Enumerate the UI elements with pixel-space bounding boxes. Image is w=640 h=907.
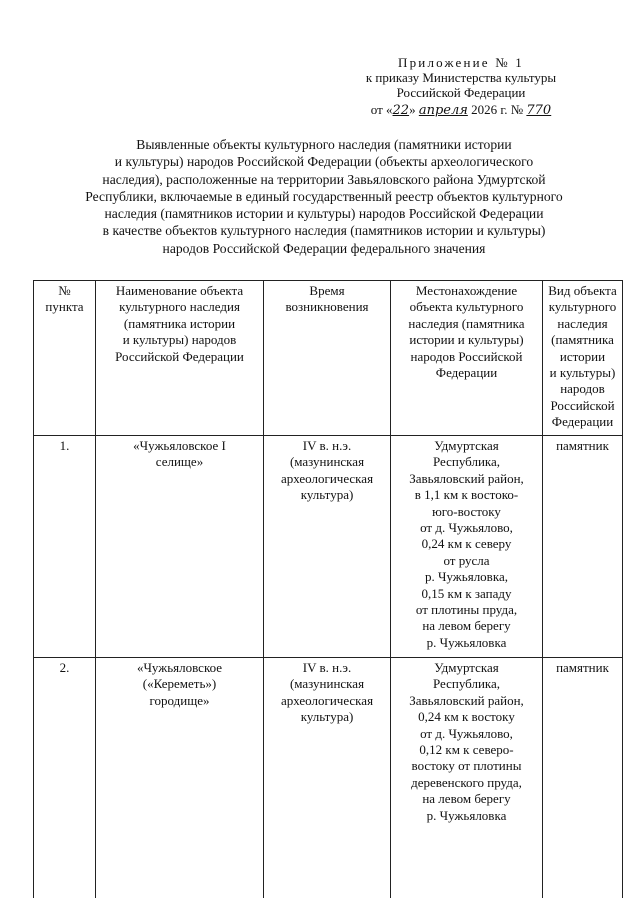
appendix-date-line: [356, 102, 566, 118]
header-line: истории: [559, 348, 606, 364]
title-line: народов Российской Федерации федерального значения: [162, 240, 486, 256]
header-time: [264, 281, 391, 436]
cell-number: [34, 436, 96, 658]
header-line: Вид объекта: [548, 283, 617, 298]
title-line: Выявленные объекты культурного наследия (памятники истории: [136, 137, 512, 152]
header-line: пункта: [45, 299, 84, 315]
cell-line: Удмуртская: [434, 660, 499, 675]
header-line: наследия: [557, 315, 608, 331]
table-header-row: [34, 281, 623, 436]
cell-line: «Чужьяловское: [136, 660, 223, 675]
cell-line: 0,24 км к востоку: [418, 709, 515, 725]
appendix-title: Приложение № 1: [398, 55, 524, 70]
cell-line: культура): [300, 709, 354, 725]
cell-time: [264, 436, 391, 658]
header-line: Федерации: [551, 414, 614, 430]
cell-line: р. Чужьяловка: [426, 807, 507, 823]
title-line: наследия (памятников истории и культуры) народов Российской Федерации: [104, 206, 544, 222]
header-type: [543, 281, 623, 436]
header-line: (памятника истории: [123, 315, 236, 331]
cell-line: 0,24 км к северу: [421, 536, 512, 552]
cell-line: востоку от плотины: [411, 758, 522, 774]
cell-line: IV в. н.э.: [302, 438, 352, 453]
header-line: возникновения: [285, 299, 369, 315]
cell-line: памятник: [556, 438, 609, 453]
cell-line: р. Чужьяловка: [426, 634, 507, 650]
title-line: и культуры) народов Российской Федерации (объекты археологического: [114, 154, 534, 170]
cell-line: селище»: [155, 454, 204, 470]
cell-line: Республика,: [432, 676, 501, 692]
cell-location: [391, 658, 543, 898]
cell-line: на левом берегу: [422, 618, 511, 634]
cell-line: городище»: [149, 692, 210, 708]
cell-number: [34, 658, 96, 898]
header-number: [34, 281, 96, 436]
header-line: народов: [560, 381, 605, 397]
date-month: апреля: [418, 103, 468, 118]
appendix-ministry-line: Российской Федерации: [396, 85, 526, 100]
cell-name: [96, 658, 264, 898]
appendix-order-line: к приказу Министерства культуры: [365, 70, 557, 85]
cell-time: [264, 658, 391, 898]
cell-line: (мазунинская: [289, 676, 365, 692]
cell-line: от плотины пруда,: [415, 602, 518, 618]
title-line: наследия), расположенные на территории Завьяловского района Удмуртской: [102, 171, 546, 187]
date-sep: »: [409, 102, 419, 117]
header-name: [96, 281, 264, 436]
cell-line: Завьяловский район,: [409, 692, 524, 708]
cell-line: р. Чужьяловка,: [425, 569, 508, 585]
header-line: Местонахождение: [415, 283, 518, 298]
cell-line: 2.: [59, 660, 70, 675]
header-line: №: [58, 283, 71, 298]
cell-line: юго-востоку: [432, 503, 501, 519]
cell-line: от д. Чужьялово,: [420, 725, 513, 741]
cell-line: культура): [300, 487, 354, 503]
cell-name: [96, 436, 264, 658]
date-year: 2026 г. №: [467, 102, 527, 117]
cell-line: от д. Чужьялово,: [420, 520, 513, 536]
header-location: [391, 281, 543, 436]
table-row: [34, 658, 623, 898]
table-row: [34, 436, 623, 658]
cell-line: «Чужьяловское I: [133, 438, 226, 453]
order-number: 770: [526, 103, 552, 118]
header-line: и культуры) народов: [122, 332, 237, 348]
cell-line: (мазунинская: [289, 454, 365, 470]
heritage-table: [33, 280, 623, 898]
cell-type: [543, 436, 623, 658]
header-line: народов Российской: [410, 348, 523, 364]
date-prefix: от «: [370, 102, 393, 117]
cell-line: деревенского пруда,: [411, 774, 522, 790]
title-line: в качестве объектов культурного наследия (памятников истории и культуры): [102, 223, 546, 239]
cell-line: археологическая: [280, 692, 374, 708]
header-line: культурного: [548, 299, 617, 315]
header-line: и культуры): [549, 365, 616, 381]
header-line: объекта культурного: [409, 299, 524, 315]
cell-line: 0,12 км к северо-: [419, 742, 514, 758]
date-day: 22: [392, 103, 410, 118]
header-line: Российской Федерации: [115, 348, 244, 364]
cell-line: на левом берегу: [422, 791, 511, 807]
cell-line: IV в. н.э.: [302, 660, 352, 675]
header-line: наследия (памятника: [408, 315, 525, 331]
title-line: Республики, включаемые в единый государственный реестр объектов культурного: [85, 188, 563, 204]
cell-line: 0,15 км к западу: [421, 585, 512, 601]
header-line: (памятника: [551, 332, 614, 348]
cell-location: [391, 436, 543, 658]
appendix-header: [356, 55, 566, 118]
header-line: Федерации: [435, 365, 498, 381]
cell-line: («Керемeть»): [142, 676, 217, 692]
cell-line: 1.: [59, 438, 70, 453]
cell-line: Республика,: [432, 454, 501, 470]
document-title: [50, 136, 598, 257]
cell-line: в 1,1 км к востоко-: [414, 487, 519, 503]
cell-type: [543, 658, 623, 898]
cell-line: памятник: [556, 660, 609, 675]
header-line: истории и культуры): [409, 332, 524, 348]
cell-line: Завьяловский район,: [409, 470, 524, 486]
cell-line: Удмуртская: [434, 438, 499, 453]
header-line: Время: [309, 283, 345, 298]
header-line: Российской: [550, 397, 615, 413]
header-line: Наименование объекта: [115, 283, 244, 298]
cell-line: археологическая: [280, 470, 374, 486]
cell-line: от русла: [443, 552, 490, 568]
header-line: культурного наследия: [119, 299, 240, 315]
